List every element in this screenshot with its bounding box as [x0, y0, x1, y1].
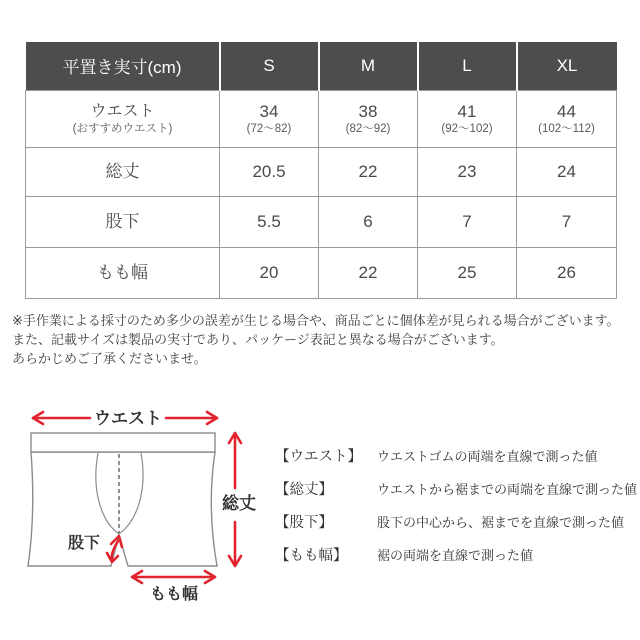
row-label-text: ウエスト — [90, 102, 155, 120]
size-chart-table — [25, 42, 617, 299]
inseam-label: 股下 — [68, 535, 101, 552]
inseam-value-m: 6 — [319, 196, 418, 247]
length-value-xl: 24 — [517, 147, 617, 196]
value-main: 44 — [557, 101, 576, 121]
length-value-m: 22 — [319, 147, 418, 196]
total-length-label: 総丈 — [222, 494, 256, 513]
corner-header-cell: 平置き実寸(cm) — [26, 42, 220, 90]
legend-term: 【総丈】 — [275, 482, 333, 498]
thigh-value-m: 22 — [319, 247, 418, 298]
waist-value-xl — [517, 90, 617, 147]
measurement-notes — [12, 311, 637, 368]
waist-label: ウエスト — [94, 409, 162, 428]
legend-term: 【股下】 — [275, 515, 333, 531]
note-line-3: あらかじめご了承くださいませ。 — [12, 351, 207, 366]
thigh-value-l: 25 — [418, 247, 517, 298]
note-line-2: また、記載サイズは製品の実寸であり、パッケージ表記と異なる場合がございます。 — [12, 332, 504, 347]
legend-item-thigh-width — [275, 538, 637, 571]
value-main: 34 — [259, 101, 279, 121]
size-header-s: S — [220, 42, 319, 90]
value-sub: (92〜102) — [441, 122, 493, 135]
row-label-inseam: 股下 — [26, 196, 220, 247]
length-value-l: 23 — [418, 147, 517, 196]
length-value-s: 20.5 — [220, 147, 319, 196]
boxer-waistband — [31, 433, 215, 452]
inseam-value-xl: 7 — [517, 196, 617, 247]
inseam-value-l: 7 — [418, 196, 517, 247]
waist-value-l — [418, 90, 517, 147]
size-header-m: M — [319, 42, 418, 90]
table-row-thigh-width — [26, 247, 617, 298]
waist-value-m — [319, 90, 418, 147]
thigh-width-label: もも幅 — [149, 586, 199, 603]
row-label-thigh-width: もも幅 — [26, 247, 220, 298]
legend-desc: 股下の中心から、裾までを直線で測った値 — [377, 515, 625, 530]
boxer-measurement-diagram — [18, 400, 268, 615]
legend-term: 【ウエスト】 — [275, 449, 362, 465]
value-sub: (72〜82) — [246, 122, 292, 135]
legend-desc: ウエストゴムの両端を直線で測った値 — [377, 449, 598, 464]
table-header-row — [26, 42, 617, 90]
row-label-total-length: 総丈 — [26, 147, 220, 196]
legend-item-inseam — [275, 505, 637, 538]
value-main: 41 — [457, 101, 477, 121]
thigh-width-arrow — [132, 571, 215, 583]
value-sub: (82〜92) — [345, 122, 391, 135]
value-main: 38 — [358, 101, 378, 121]
table-row-waist — [26, 90, 617, 147]
size-header-l: L — [418, 42, 517, 90]
legend-term: 【もも幅】 — [275, 548, 348, 564]
value-sub: (102〜112) — [538, 122, 595, 135]
inseam-value-s: 5.5 — [220, 196, 319, 247]
table-row-inseam — [26, 196, 617, 247]
waist-value-s — [220, 90, 319, 147]
legend-desc: ウエストから裾までの両端を直線で測った値 — [377, 482, 638, 497]
legend-item-waist — [275, 439, 637, 472]
table-row-total-length — [26, 147, 617, 196]
size-header-xl: XL — [517, 42, 617, 90]
thigh-value-s: 20 — [220, 247, 319, 298]
measurement-legend — [275, 439, 637, 571]
legend-desc: 裾の両端を直線で測った値 — [377, 548, 534, 563]
row-sublabel-text: (おすすめウエスト) — [72, 122, 173, 135]
legend-item-total-length — [275, 472, 637, 505]
note-line-1: ※手作業による採寸のため多少の誤差が生じる場合や、商品ごとに個体差が見られる場合がございます。 — [12, 313, 620, 328]
row-label-waist — [26, 90, 220, 147]
boxer-body-outline — [28, 452, 217, 566]
thigh-value-xl: 26 — [517, 247, 617, 298]
